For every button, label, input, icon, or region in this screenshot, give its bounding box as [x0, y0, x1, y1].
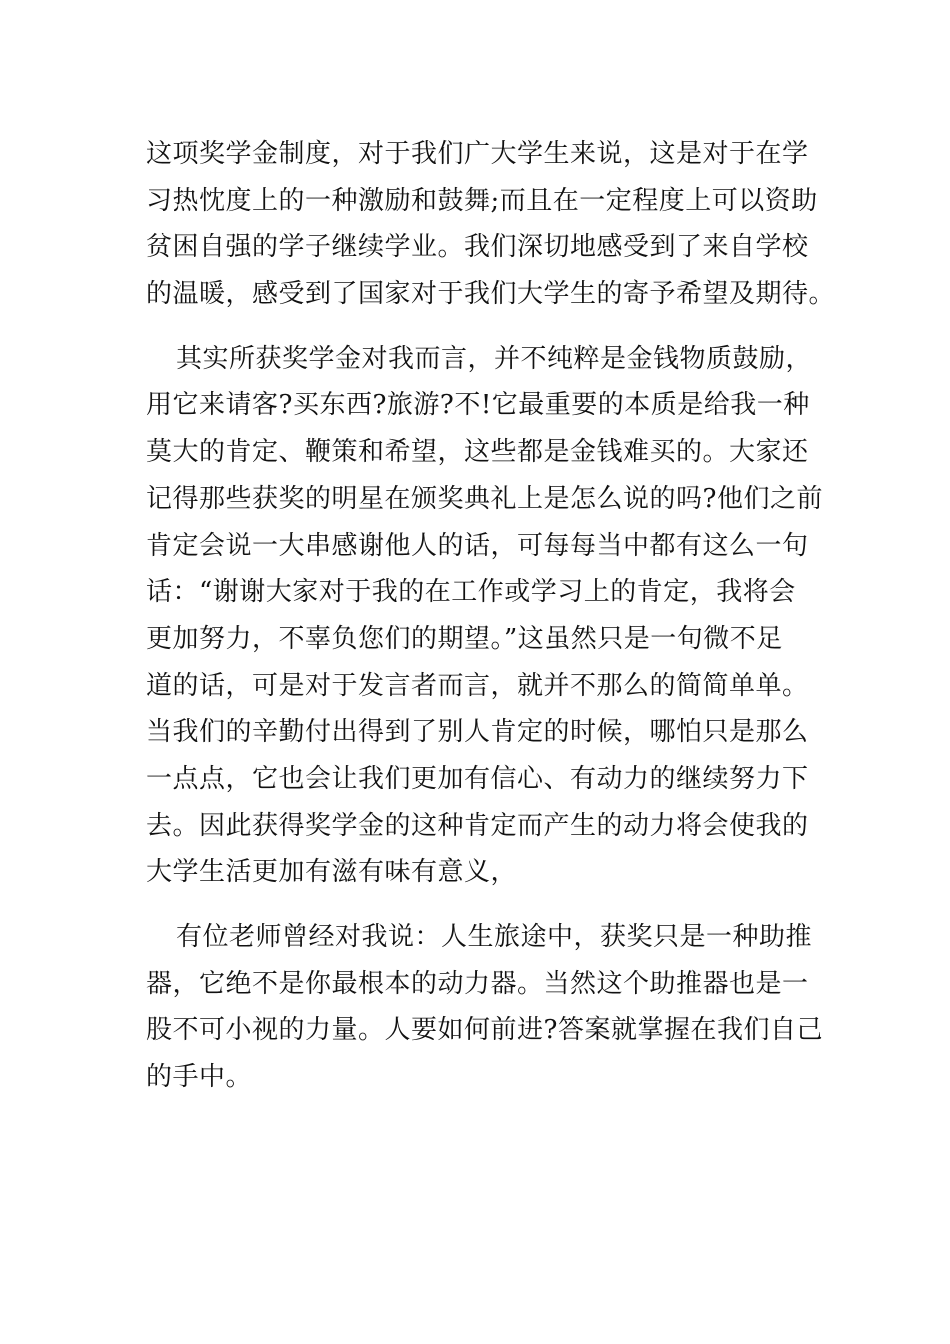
text-line: 道的话，可是对于发言者而言，就并不那么的简简单单。	[146, 670, 809, 701]
text-line: 一点点，它也会让我们更加有信心、有动力的继续努力下	[146, 763, 809, 794]
text-line: 肯定会说一大串感谢他人的话，可每每当中都有这么一句	[146, 530, 809, 561]
text-line: 用它来请客?买东西?旅游?不!它最重要的本质是给我一种	[146, 390, 810, 421]
document-body	[146, 131, 836, 1101]
text-line: 当我们的辛勤付出得到了别人肯定的时候，哪怕只是那么	[146, 717, 809, 748]
text-line: 习热忱度上的一种激励和鼓舞;而且在一定程度上可以资助	[146, 185, 818, 216]
paragraph-3	[146, 914, 823, 1101]
text-line: 器，它绝不是你最根本的动力器。当然这个助推器也是一	[146, 968, 809, 999]
paragraph-spacer	[146, 896, 806, 914]
text-line: 这项奖学金制度，对于我们广大学生来说，这是对于在学	[146, 139, 809, 169]
text-line: 股不可小视的力量。人要如何前进?答案就掌握在我们自己	[146, 1015, 823, 1046]
text-line: 其实所获奖学金对我而言，并不纯粹是金钱物质鼓励，	[176, 343, 813, 374]
text-line: 的手中。	[146, 1062, 253, 1093]
paragraph-spacer	[146, 318, 806, 336]
paragraph-2	[146, 336, 823, 896]
text-line: 有位老师曾经对我说：人生旅途中，获奖只是一种助推	[176, 922, 813, 952]
text-line: 更加努力，不辜负您们的期望。”这虽然只是一句微不足	[146, 623, 783, 654]
text-line: 去。因此获得奖学金的这种肯定而产生的动力将会使我的	[146, 810, 809, 841]
text-line: 莫大的肯定、鞭策和希望，这些都是金钱难买的。大家还	[146, 437, 809, 468]
text-line: 大学生活更加有滋有味有意义，	[146, 857, 518, 888]
text-line: 话：“谢谢大家对于我的在工作或学习上的肯定，我将会	[146, 577, 796, 608]
paragraph-1	[146, 131, 836, 318]
text-line: 的温暖，感受到了国家对于我们大学生的寄予希望及期待。	[146, 279, 836, 310]
text-line: 贫困自强的学子继续学业。我们深切地感受到了来自学校	[146, 232, 809, 263]
text-line: 记得那些获奖的明星在颁奖典礼上是怎么说的吗?他们之前	[146, 483, 823, 514]
